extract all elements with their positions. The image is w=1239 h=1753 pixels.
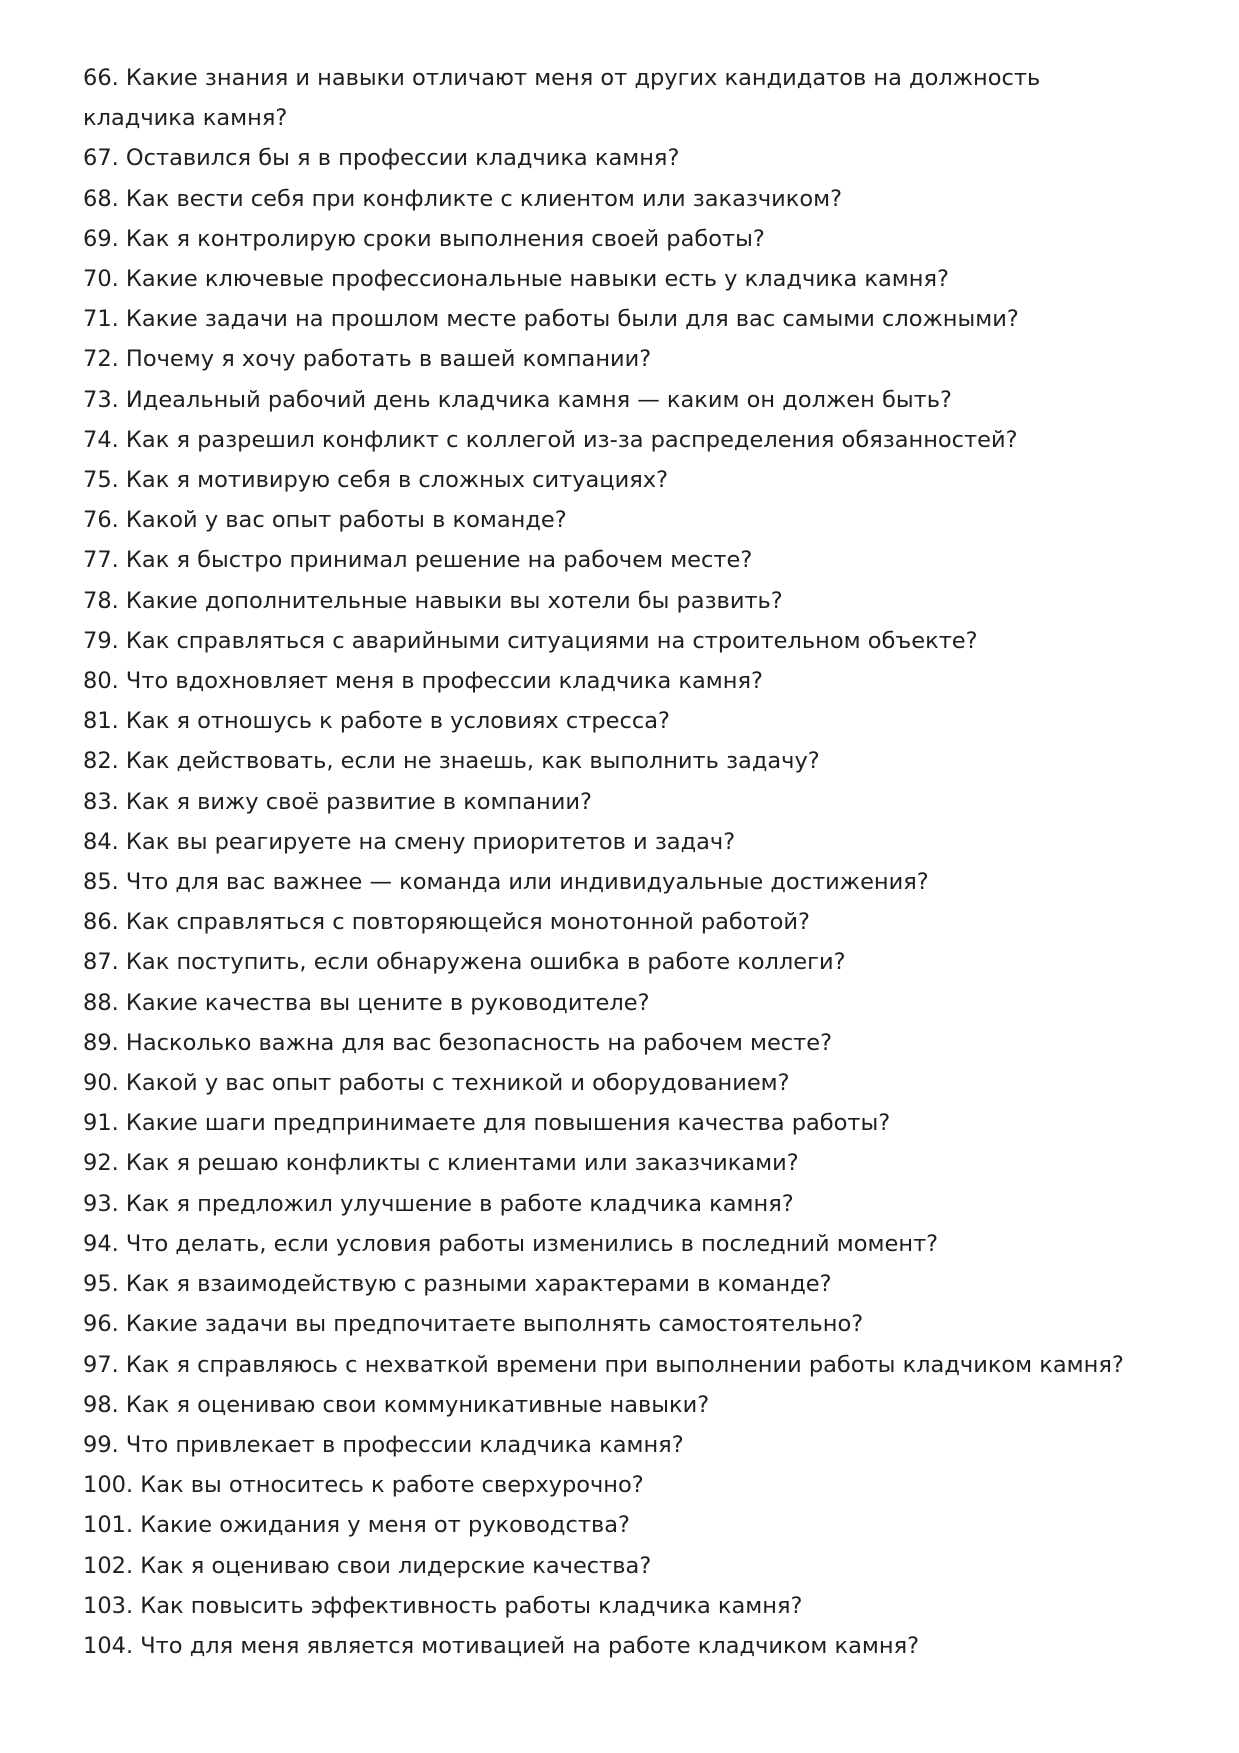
question-list: [83, 58, 1153, 1666]
question-100: 100. Как вы относитесь к работе сверхурочно?: [83, 1472, 644, 1499]
question-92: 92. Как я решаю конфликты с клиентами или заказчиками?: [83, 1150, 799, 1177]
question-75: 75. Как я мотивирую себя в сложных ситуациях?: [83, 467, 669, 494]
question-83: 83. Как я вижу своё развитие в компании?: [83, 788, 592, 815]
question-84: 84. Как вы реагируете на смену приоритетов и задач?: [83, 828, 736, 855]
question-69: 69. Как я контролирую сроки выполнения своей работы?: [83, 225, 765, 252]
question-97: 97. Как я справляюсь с нехваткой времени при выполнении работы кладчиком камня?: [83, 1351, 1124, 1378]
question-82: 82. Как действовать, если не знаешь, как выполнить задачу?: [83, 748, 820, 775]
question-104: 104. Что для меня является мотивацией на работе кладчиком камня?: [83, 1632, 920, 1659]
question-94: 94. Что делать, если условия работы изменились в последний момент?: [83, 1230, 939, 1257]
question-86: 86. Как справляться с повторяющейся монотонной работой?: [83, 909, 810, 936]
question-90: 90. Какой у вас опыт работы с техникой и оборудованием?: [83, 1070, 790, 1097]
question-71: 71. Какие задачи на прошлом месте работы были для вас самыми сложными?: [83, 306, 1019, 333]
question-91: 91. Какие шаги предпринимаете для повышения качества работы?: [83, 1110, 891, 1137]
question-77: 77. Как я быстро принимал решение на рабочем месте?: [83, 547, 753, 574]
question-78: 78. Какие дополнительные навыки вы хотели бы развить?: [83, 587, 783, 614]
question-99: 99. Что привлекает в профессии кладчика камня?: [83, 1431, 684, 1458]
question-98: 98. Как я оцениваю свои коммуникативные навыки?: [83, 1391, 710, 1418]
question-96: 96. Какие задачи вы предпочитаете выполнять самостоятельно?: [83, 1311, 864, 1338]
question-95: 95. Как я взаимодействую с разными характерами в команде?: [83, 1271, 832, 1298]
question-80: 80. Что вдохновляет меня в профессии кладчика камня?: [83, 668, 763, 695]
question-85: 85. Что для вас важнее — команда или индивидуальные достижения?: [83, 869, 929, 896]
question-103: 103. Как повысить эффективность работы кладчика камня?: [83, 1592, 803, 1619]
question-73: 73. Идеальный рабочий день кладчика камня — каким он должен быть?: [83, 386, 952, 413]
question-74: 74. Как я разрешил конфликт с коллегой из-за распределения обязанностей?: [83, 426, 1018, 453]
question-102: 102. Как я оцениваю свои лидерские качества?: [83, 1552, 652, 1579]
question-101: 101. Какие ожидания у меня от руководства?: [83, 1512, 630, 1539]
question-81: 81. Как я отношусь к работе в условиях стресса?: [83, 708, 670, 735]
question-88: 88. Какие качества вы цените в руководителе?: [83, 989, 650, 1016]
question-93: 93. Как я предложил улучшение в работе кладчика камня?: [83, 1190, 794, 1217]
question-70: 70. Какие ключевые профессиональные навыки есть у кладчика камня?: [83, 266, 949, 293]
question-79: 79. Как справляться с аварийными ситуациями на строительном объекте?: [83, 627, 978, 654]
question-68: 68. Как вести себя при конфликте с клиентом или заказчиком?: [83, 185, 843, 212]
question-89: 89. Насколько важна для вас безопасность на рабочем месте?: [83, 1029, 833, 1056]
question-67: 67. Оставился бы я в профессии кладчика камня?: [83, 145, 680, 172]
question-76: 76. Какой у вас опыт работы в команде?: [83, 507, 567, 534]
question-72: 72. Почему я хочу работать в вашей компании?: [83, 346, 652, 373]
question-87: 87. Как поступить, если обнаружена ошибка в работе коллеги?: [83, 949, 846, 976]
question-66: 66. Какие знания и навыки отличают меня от других кандидатов на должность кладчика камня?: [83, 65, 1041, 132]
